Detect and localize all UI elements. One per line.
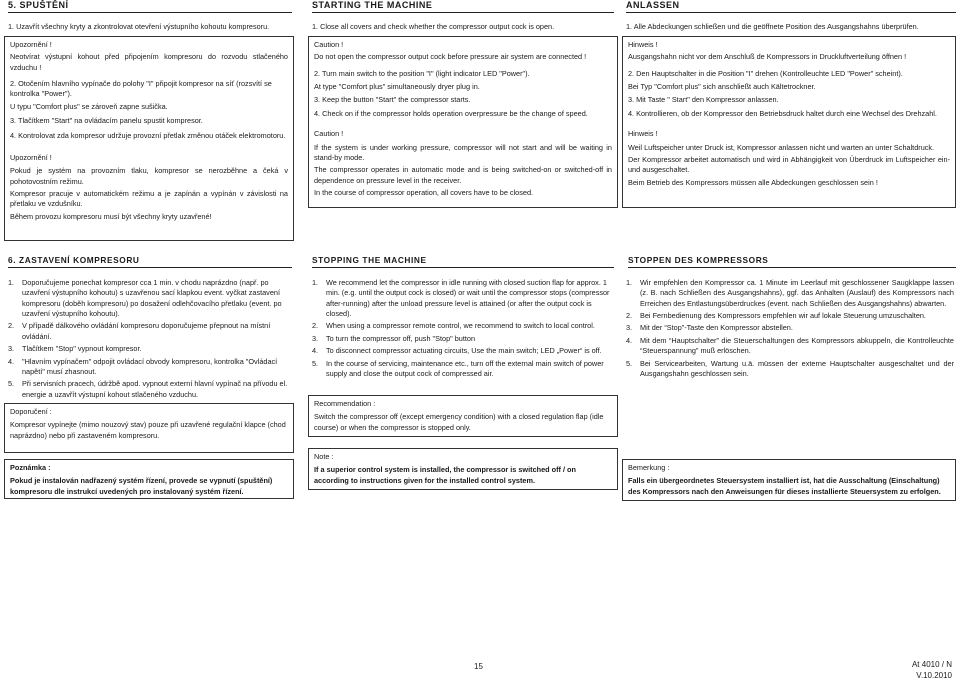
section-6-rule-de: [628, 267, 956, 268]
start-en-step2: 2. Turn main switch to the position "I" (light indicator LED "Power").: [314, 68, 530, 78]
list-item: 5. In the course of servicing, maintenance etc., turn off the external main switch of power supply and close the output cock of compressed air.: [312, 358, 604, 378]
start-cz-caution2-text3: Během provozu kompresoru musí být všechny kryty uzavřené!: [10, 211, 212, 221]
stop-de-list: [626, 278, 954, 381]
start-en-caution-text: Do not open the compressor output cock before pressure air system are connected !: [314, 52, 587, 62]
header-rule-en: [312, 12, 614, 13]
start-de-comfort: Bei Typ "Comfort plus" sich anschließt auch Kältetrockner.: [628, 82, 816, 92]
stop-en-recommendation-box: [308, 395, 618, 437]
start-de-step4: 4. Kontrollieren, ob der Kompressor den Betriebsdruck haltet durch eine Wechsel des Drehzahl.: [628, 108, 937, 118]
header-rule-cz: [8, 12, 292, 13]
start-de-step1: 1. Alle Abdeckungen schließen und die geöffnete Position des Ausgangshahns überprüfen.: [626, 22, 919, 31]
start-cz-caution2-text2: Kompresor pracuje v automatickém režimu a je zapínán a vypínán v závislosti na přetlaku ve vzdušníku.: [10, 188, 288, 209]
version-code: V.10.2010: [916, 670, 952, 680]
start-cz-step3: 3. Tlačítkem "Start" na ovládacím panelu spustit kompresor.: [10, 116, 203, 126]
list-item: 4. To disconnect compressor actuating circuits, Use the main switch; LED „Power“ is off.: [312, 346, 602, 356]
start-de-caution2-title: Hinweis !: [628, 129, 658, 139]
header-rule-de: [626, 12, 956, 13]
start-de-caution-title: Hinweis !: [628, 40, 658, 49]
start-en-caution2-title: Caution !: [314, 129, 344, 139]
section-6-rule-en: [312, 267, 614, 268]
stop-cz-note-text: Pokud je instalován nadřazený systém řízení, provede se vypnutí (spuštění) kompresoru dle instrukcí uvedených pro instalovaný systém řízení.: [10, 476, 273, 496]
start-cz-caution2-title: Upozornění !: [10, 152, 52, 162]
section-5-title-de: ANLASSEN: [626, 0, 680, 10]
start-de-step3: 3. Mit Taste " Start" den Kompressor anlassen.: [628, 95, 779, 105]
start-cz-caution-text: Neotvírat výstupní kohout před připojením kompresoru do rozvodu stlačeného vzduchu !: [10, 52, 288, 72]
stop-cz-list: [8, 278, 290, 402]
list-item: 3. Tlačítkem "Stop" vypnout kompresor.: [8, 344, 142, 354]
start-de-caution2-text1: Weil Luftspeicher unter Druck ist, Kompressor anlassen nicht und warten an unter Schaltdruck.: [628, 142, 935, 152]
section-6-title-cz: 6. ZASTAVENÍ KOMPRESORU: [8, 255, 140, 265]
stop-de-note-title: Bemerkung :: [628, 463, 670, 472]
start-cz-comfort: U typu "Comfort plus" se zároveň zapne sušička.: [10, 101, 168, 111]
list-item: 2. Bei Fernbedienung des Kompressors empfehlen wir auf lokale Steuerung umzuschalten.: [626, 311, 926, 321]
list-item: 2. V případě dálkového ovládání kompresoru doporučujeme přepnout na místní ovládání.: [8, 321, 271, 341]
stop-en-note-box: [308, 448, 618, 490]
start-de-box: [622, 36, 956, 208]
stop-en-rec-title: Recommendation :: [314, 399, 376, 408]
section-6-title-de: STOPPEN DES KOMPRESSORS: [628, 255, 769, 265]
stop-cz-note-title: Poznámka :: [10, 463, 51, 472]
start-en-comfort: At type "Comfort plus" simultaneously dryer plug in.: [314, 82, 480, 92]
list-item: 2. When using a compressor remote control, we recommend to switch to local control.: [312, 321, 595, 331]
start-de-caution2-text2: Der Kompressor arbeitet automatisch und wird in Abhängigkeit von Überdruck im Luftspeicher ein- und ausgeschaltet.: [628, 154, 950, 175]
section-6-rule-cz: [8, 267, 292, 268]
doc-id: [880, 660, 952, 682]
start-cz-caution-title: Upozornění !: [10, 40, 52, 49]
stop-cz-recommendation-box: [4, 403, 294, 453]
stop-en-list: [312, 278, 614, 381]
start-en-step4: 4. Check on if the compressor holds operation overpressure be the change of speed.: [314, 108, 588, 118]
list-item: 4. "Hlavním vypínačem" odpojit ovládací obvody kompresoru, kontrolka "Ovládací napětí" musí zhasnout.: [8, 356, 278, 376]
stop-en-rec-text: Switch the compressor off (except emergency condition) with a closed regulation flap (idle course) or when the compressor is stopped only.: [314, 412, 604, 432]
list-item: 3. Mit der “Stop”-Taste den Kompressor abstellen.: [626, 323, 793, 333]
start-cz-step1: 1. Uzavřít všechny kryty a zkontrolovat otevření výstupního kohoutu kompresoru.: [8, 22, 270, 31]
start-de-step2: 2. Den Hauptschalter in die Position "I" drehen (Kontrolleuchte LED "Power" scheint).: [628, 68, 903, 78]
start-cz-caution2-text1: Pokud je systém na provozním tlaku, kompresor se nerozběhne a čeká v pohotovostním režimu.: [10, 166, 288, 186]
list-item: 1. Doporučujeme ponechat kompresor cca 1 min. v chodu naprázdno (např. po uzavření výstupního kohoutu) s uzavřenou sací klapkou event. vyčkat zastavení kompresoru (doběh kompresoru) po dosažení odlehčovacího přetlaku (event. po uzavření výstupního kohoutu).: [8, 278, 282, 319]
stop-cz-rec-title: Doporučení :: [10, 407, 52, 416]
stop-cz-rec-text: Kompresor vypínejte (mimo nouzový stav) pouze při uzavřené regulační klapce (chod naprázdno) nebo při zastaveném kompresoru.: [10, 420, 286, 440]
section-6-title-en: STOPPING THE MACHINE: [312, 255, 427, 265]
start-en-caution2-text1: If the system is under working pressure, compressor will not start and will be waiting in stand-by mode.: [314, 142, 612, 162]
stop-en-note-text: If a superior control system is installed, the compressor is switched off / on according to instructions given for the installed control system.: [314, 465, 576, 485]
list-item: 4. Mit dem “Hauptschalter” die Steuerschaltungen des Kompressors abkuppeln, die Kontrolleuchte “Steuerspannung” muß erlöschen.: [626, 335, 954, 356]
page-number: 15: [474, 662, 483, 671]
stop-de-note-box: [622, 459, 956, 501]
list-item: 5. Při servisních pracech, údržbě apod. vypnout externí hlavní vypínač na přívodu el. energie a uzavřít výstupní kohout stlačeného vzduchu.: [8, 379, 288, 399]
stop-de-note-text: Falls ein übergeordnetes Steuersystem installiert ist, hat die Ausschaltung (Einschaltung) des Kompressors nach den Anweisungen für dieses installierte Steuersystem zu erfolgen.: [628, 476, 941, 496]
start-en-step3: 3. Keep the button "Start" the compressor starts.: [314, 95, 471, 105]
start-en-caution2-text3: In the course of compressor operation, all covers have to be closed.: [314, 187, 534, 197]
list-item: 5. Bei Servicearbeiten, Wartung u.ä. müssen der externe Hauptschalter ausgeschaltet und der Ausgangshahn geschlossen sein.: [626, 358, 954, 378]
list-item: 1. Wir empfehlen den Kompressor ca. 1 Minute im Leerlauf mit geschlossener Saugklappe lassen (z. B. nach Schließen des Ausgangshahns), ggf. das Anhalten (Auslauf) des Kompressors nach Erreichen des Entlastungsüberdruckes (event. nach Schließen des Ausgangshahns) abwarten.: [626, 278, 954, 308]
start-en-caution-title: Caution !: [314, 40, 344, 49]
start-de-caution-text: Ausgangshahn nicht vor dem Anschluß de Kompressors in Druckluftverteilung öffnen !: [628, 52, 907, 62]
list-item: 1. We recommend let the compressor in idle running with closed suction flap for approx. 1 min. (e.g. until the output cock is closed) or wait until the compressor stops (compressor after-running) after the unload pressure level is attained (or after the output cock is closed).: [312, 278, 610, 319]
start-cz-step4: 4. Kontrolovat zda kompresor udržuje provozní přetlak změnou otáček elektromotoru.: [10, 130, 286, 140]
model-code: At 4010 / N: [911, 660, 952, 669]
start-de-caution2-text3: Beim Betrieb des Kompressors müssen alle Abdeckungen geschlossen sein !: [628, 177, 878, 187]
stop-cz-note-box: [4, 459, 294, 499]
section-5-title-cz: 5. SPUŠTĚNÍ: [8, 0, 69, 10]
section-5-title-en: STARTING THE MACHINE: [312, 0, 433, 10]
start-cz-step2: 2. Otočením hlavního vypínače do polohy "I" připojit kompresor na síť (rozsvítí se kontrolka "Power").: [10, 79, 272, 99]
start-en-step1: 1. Close all covers and check whether the compressor output cock is open.: [312, 22, 555, 31]
start-en-caution2-text2: The compressor operates in automatic mode and is being switched-on or switched-off in dependence on pressure level in the receiver.: [314, 165, 612, 185]
list-item: 3. To turn the compressor off, push "Stop" button: [312, 333, 476, 343]
start-en-box: [308, 36, 618, 208]
start-cz-box: [4, 36, 294, 241]
stop-en-note-title: Note :: [314, 452, 334, 461]
